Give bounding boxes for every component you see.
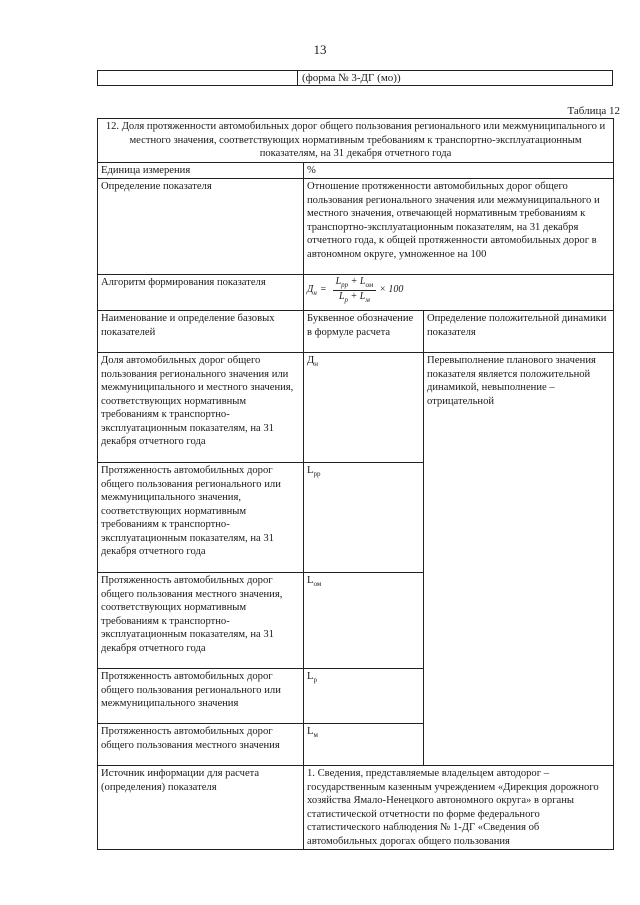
algorithm-formula-cell xyxy=(304,275,614,311)
header-name: Наименование и определение базовых показателей xyxy=(98,311,304,353)
definition-value: Отношение протяженности автомобильных дорог общего пользования регионального значения или межмуниципального и местного значения, отвечающей нормативным требованиям к транспортно-эксплуатационным показателям, на 31 декабря отчетного года, к общей протяженности автомобильных дорог в автономном округе, умноженное на 100 xyxy=(304,179,614,275)
definition-label: Определение показателя xyxy=(98,179,304,275)
header-row xyxy=(98,311,614,353)
header-symbol: Буквенное обозначение в формуле расчета xyxy=(304,311,424,353)
dynamics-definition: Перевыполнение планового значения показателя является положительной динамикой, невыполнение – отрицательной xyxy=(424,353,614,766)
form-reference: (форма № 3-ДГ (мо)) xyxy=(297,71,401,85)
algorithm-row xyxy=(98,275,614,311)
source-value: 1. Сведения, представляемые владельцем автодорог – государственным казенным учреждением «Дирекция дорожного хозяйства Ямало-Ненецкого автономного округа» в органы статистической отчетности по форме федерального статистического наблюдения № 1-ДГ «Сведения об автомобильных дорогах общего пользования xyxy=(304,766,614,850)
header-dynamics: Определение положительной динамики показателя xyxy=(424,311,614,353)
unit-row xyxy=(98,162,614,179)
formula-lhs: $Д_н$ xyxy=(307,283,317,297)
row-name: Протяженность автомобильных дорог общего пользования местного значения xyxy=(98,724,304,766)
formula-multiplier: × 100 xyxy=(379,284,404,296)
table-row xyxy=(98,353,614,463)
table-label: Таблица 12 xyxy=(567,105,620,117)
unit-value: % xyxy=(304,162,614,179)
row-symbol: $L_р$ xyxy=(304,669,424,724)
formula-numerator: $L_{рр} + L_{ом}$ xyxy=(333,276,377,291)
indicator-table xyxy=(97,118,614,850)
algorithm-label: Алгоритм формирования показателя xyxy=(98,275,304,311)
row-symbol: $L_{рр}$ xyxy=(304,463,424,573)
source-label: Источник информации для расчета (определения) показателя xyxy=(98,766,304,850)
row-symbol: $L_м$ xyxy=(304,724,424,766)
definition-row xyxy=(98,179,614,275)
algorithm-formula xyxy=(307,276,403,305)
table-title: 12. Доля протяженности автомобильных дорог общего пользования регионального или межмуниципального и местного значения, соответствующих нормативным требованиям к транспортно-эксплуатационным показателям, на 31 декабря отчетного года xyxy=(98,119,614,163)
row-symbol: $Д_н$ xyxy=(304,353,424,463)
unit-label: Единица измерения xyxy=(98,162,304,179)
source-row xyxy=(98,766,614,850)
row-name: Протяженность автомобильных дорог общего пользования регионального или межмуниципального значения, соответствующих нормативным требованиям к транспортно-эксплуатационным показателям, на 31 декабря отчетного года xyxy=(98,463,304,573)
row-name: Доля автомобильных дорог общего пользования регионального значения или межмуниципального и местного значения, соответствующих нормативным требованиям к транспортно-эксплуатационным показателям, на 31 декабря отчетного года xyxy=(98,353,304,463)
title-row xyxy=(98,119,614,163)
formula-denominator: $L_р + L_м$ xyxy=(338,291,370,305)
row-name: Протяженность автомобильных дорог общего пользования местного значения, соответствующих нормативным требованиям к транспортно-эксплуатационным показателям, на 31 декабря отчетного года xyxy=(98,573,304,669)
row-name: Протяженность автомобильных дорог общего пользования регионального или межмуниципального значения xyxy=(98,669,304,724)
row-symbol: $L_{ом}$ xyxy=(304,573,424,669)
page-number: 13 xyxy=(313,42,327,57)
form-reference-box xyxy=(97,70,613,86)
formula-equals: = xyxy=(319,284,327,296)
formula-fraction xyxy=(333,276,377,305)
